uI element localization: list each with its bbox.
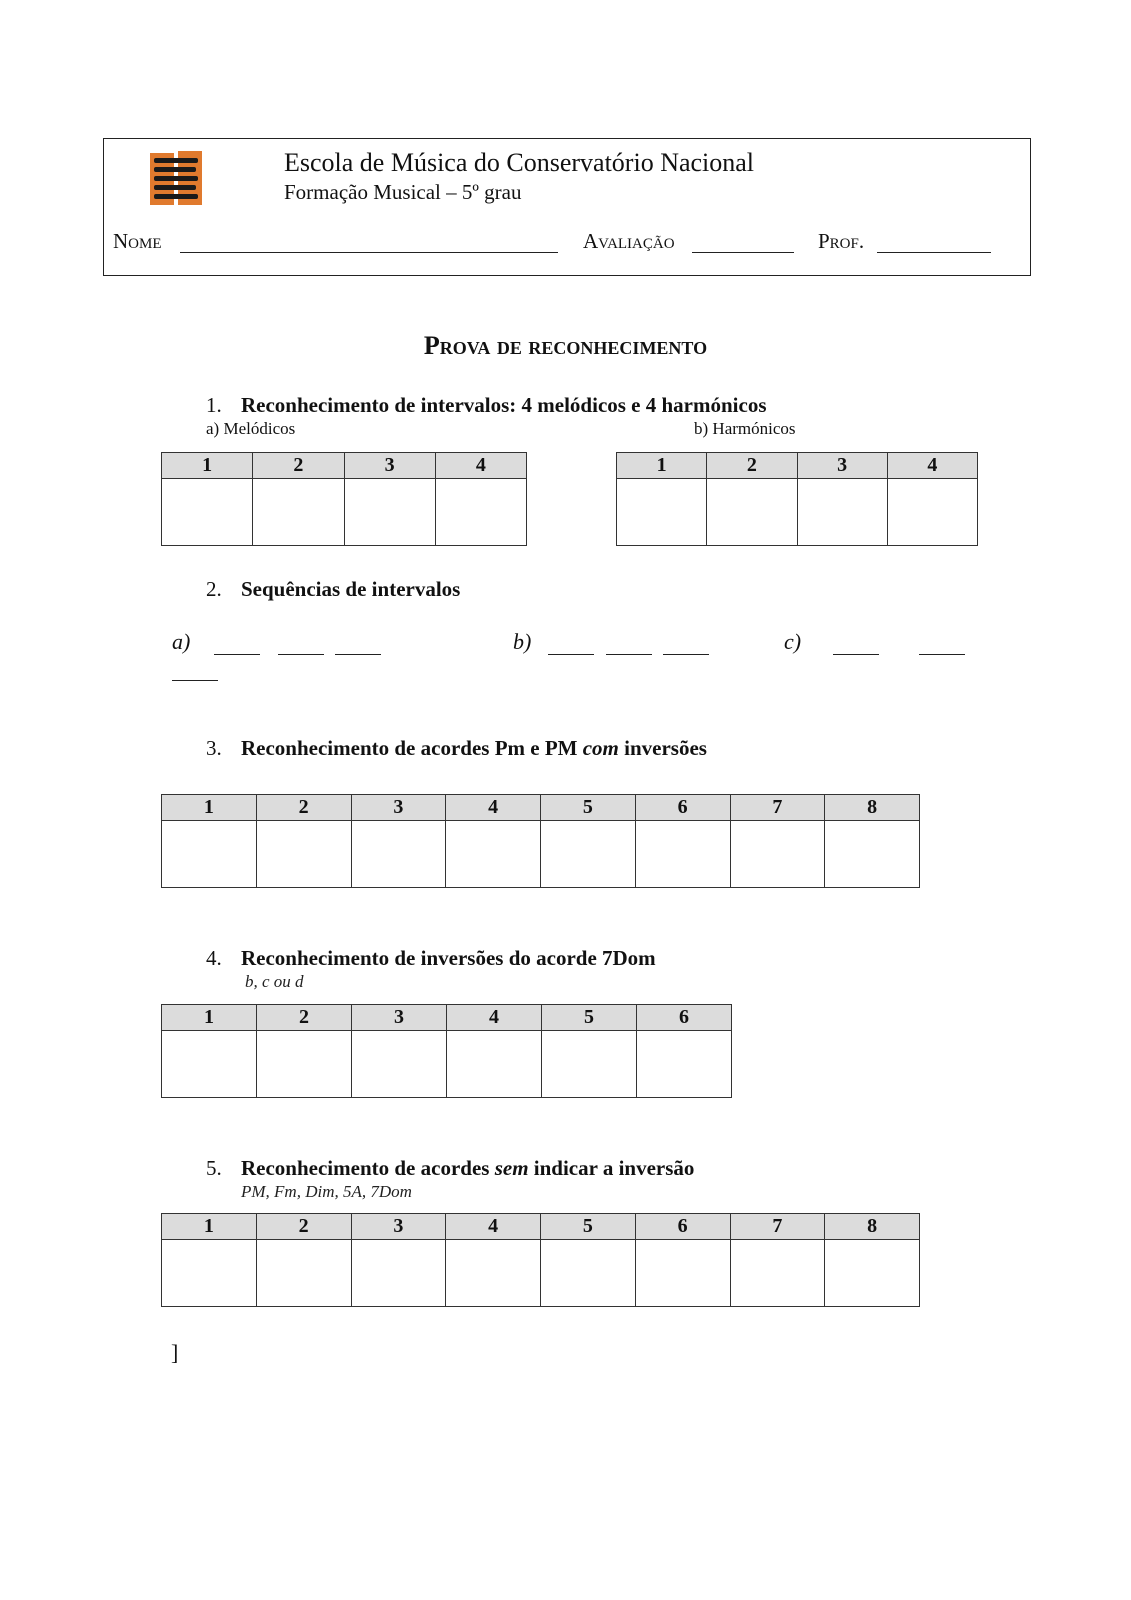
answer-cell[interactable] xyxy=(435,479,526,546)
q3-table xyxy=(161,794,920,888)
answer-cell[interactable] xyxy=(253,479,344,546)
q5-number: 5. xyxy=(206,1156,222,1180)
answer-cell[interactable] xyxy=(730,821,825,888)
answer-cell[interactable] xyxy=(446,821,541,888)
column-header: 1 xyxy=(617,453,707,479)
school-logo xyxy=(148,149,204,207)
answer-cell[interactable] xyxy=(446,1240,541,1307)
column-header: 7 xyxy=(730,795,825,821)
course-name: Formação Musical – 5º grau xyxy=(284,180,522,204)
name-label: Nome xyxy=(113,229,162,253)
evaluation-field[interactable] xyxy=(692,252,794,253)
column-header: 2 xyxy=(257,1005,352,1031)
sequence-blank[interactable] xyxy=(606,654,652,655)
answer-cell[interactable] xyxy=(541,1240,636,1307)
q3-title-part: Reconhecimento de acordes Pm e PM xyxy=(241,736,583,760)
sequence-b-label: b) xyxy=(513,629,532,654)
q5-title-part: Reconhecimento de acordes xyxy=(241,1156,495,1180)
q4-note: b, c ou d xyxy=(245,972,304,991)
answer-cell[interactable] xyxy=(162,1031,257,1098)
answer-cell[interactable] xyxy=(707,479,797,546)
q1-number: 1. xyxy=(206,393,222,417)
answer-cell[interactable] xyxy=(344,479,435,546)
q3-number: 3. xyxy=(206,736,222,760)
answer-cell[interactable] xyxy=(162,1240,257,1307)
sequence-blank[interactable] xyxy=(833,654,879,655)
answer-cell[interactable] xyxy=(162,479,253,546)
q4-number: 4. xyxy=(206,946,222,970)
column-header: 3 xyxy=(344,453,435,479)
column-header: 5 xyxy=(542,1005,637,1031)
column-header: 4 xyxy=(435,453,526,479)
sequence-a-label: a) xyxy=(172,629,191,654)
name-field[interactable] xyxy=(180,252,558,253)
q5-title-part: indicar a inversão xyxy=(528,1156,695,1180)
column-header: 6 xyxy=(635,1214,730,1240)
column-header: 3 xyxy=(797,453,887,479)
sequence-blank[interactable] xyxy=(278,654,324,655)
sequence-blank[interactable] xyxy=(548,654,594,655)
sequence-blank[interactable] xyxy=(214,654,260,655)
q4-title: Reconhecimento de inversões do acorde 7Dom xyxy=(241,946,656,970)
q2-number: 2. xyxy=(206,577,222,601)
q5-title xyxy=(241,1156,694,1181)
sequence-c-label: c) xyxy=(784,629,802,654)
q3-title xyxy=(241,736,707,761)
column-header: 2 xyxy=(256,795,351,821)
column-header: 8 xyxy=(825,795,920,821)
column-header: 1 xyxy=(162,453,253,479)
column-header: 2 xyxy=(707,453,797,479)
answer-cell[interactable] xyxy=(825,1240,920,1307)
sequence-blank[interactable] xyxy=(919,654,965,655)
column-header: 4 xyxy=(887,453,977,479)
sequence-blank[interactable] xyxy=(335,654,381,655)
answer-cell[interactable] xyxy=(635,821,730,888)
q2-title: Sequências de intervalos xyxy=(241,577,461,601)
q5-table xyxy=(161,1213,920,1307)
answer-cell[interactable] xyxy=(797,479,887,546)
column-header: 3 xyxy=(352,1005,447,1031)
q1-harmonic-label: b) Harmónicos xyxy=(694,419,796,438)
teacher-field[interactable] xyxy=(877,252,991,253)
q4-table xyxy=(161,1004,732,1098)
column-header: 5 xyxy=(541,1214,636,1240)
q5-note: PM, Fm, Dim, 5A, 7Dom xyxy=(241,1182,412,1201)
answer-cell[interactable] xyxy=(351,1240,446,1307)
answer-cell[interactable] xyxy=(352,1031,447,1098)
column-header: 7 xyxy=(730,1214,825,1240)
school-name: Escola de Música do Conservatório Nacional xyxy=(284,148,755,177)
column-header: 8 xyxy=(825,1214,920,1240)
sequence-blank[interactable] xyxy=(172,680,218,681)
column-header: 2 xyxy=(256,1214,351,1240)
answer-cell[interactable] xyxy=(542,1031,637,1098)
answer-cell[interactable] xyxy=(162,821,257,888)
column-header: 6 xyxy=(637,1005,732,1031)
answer-cell[interactable] xyxy=(617,479,707,546)
q1-harmonic-table xyxy=(616,452,978,546)
evaluation-label: Avaliação xyxy=(583,229,675,253)
answer-cell[interactable] xyxy=(825,821,920,888)
answer-cell[interactable] xyxy=(256,1240,351,1307)
column-header: 4 xyxy=(447,1005,542,1031)
column-header: 4 xyxy=(446,795,541,821)
answer-cell[interactable] xyxy=(635,1240,730,1307)
answer-cell[interactable] xyxy=(887,479,977,546)
answer-cell[interactable] xyxy=(541,821,636,888)
answer-cell[interactable] xyxy=(257,1031,352,1098)
column-header: 6 xyxy=(635,795,730,821)
column-header: 5 xyxy=(541,795,636,821)
answer-cell[interactable] xyxy=(256,821,351,888)
column-header: 3 xyxy=(351,795,446,821)
q5-title-emphasis: sem xyxy=(494,1156,529,1180)
answer-cell[interactable] xyxy=(447,1031,542,1098)
column-header: 1 xyxy=(162,1214,257,1240)
answer-cell[interactable] xyxy=(351,821,446,888)
column-header: 1 xyxy=(162,1005,257,1031)
sequence-blank[interactable] xyxy=(663,654,709,655)
footer-mark: ] xyxy=(171,1340,179,1365)
teacher-label: Prof. xyxy=(818,229,865,253)
column-header: 3 xyxy=(351,1214,446,1240)
q1-title: Reconhecimento de intervalos: 4 melódicos e 4 harmónicos xyxy=(241,393,767,417)
q1-melodic-label: a) Melódicos xyxy=(206,419,296,438)
page-title: Prova de reconhecimento xyxy=(423,331,708,360)
q3-title-part: inversões xyxy=(618,736,707,760)
column-header: 1 xyxy=(162,795,257,821)
column-header: 2 xyxy=(253,453,344,479)
column-header: 4 xyxy=(446,1214,541,1240)
q1-melodic-table xyxy=(161,452,527,546)
answer-cell[interactable] xyxy=(730,1240,825,1307)
q3-title-emphasis: com xyxy=(582,736,619,760)
answer-cell[interactable] xyxy=(637,1031,732,1098)
